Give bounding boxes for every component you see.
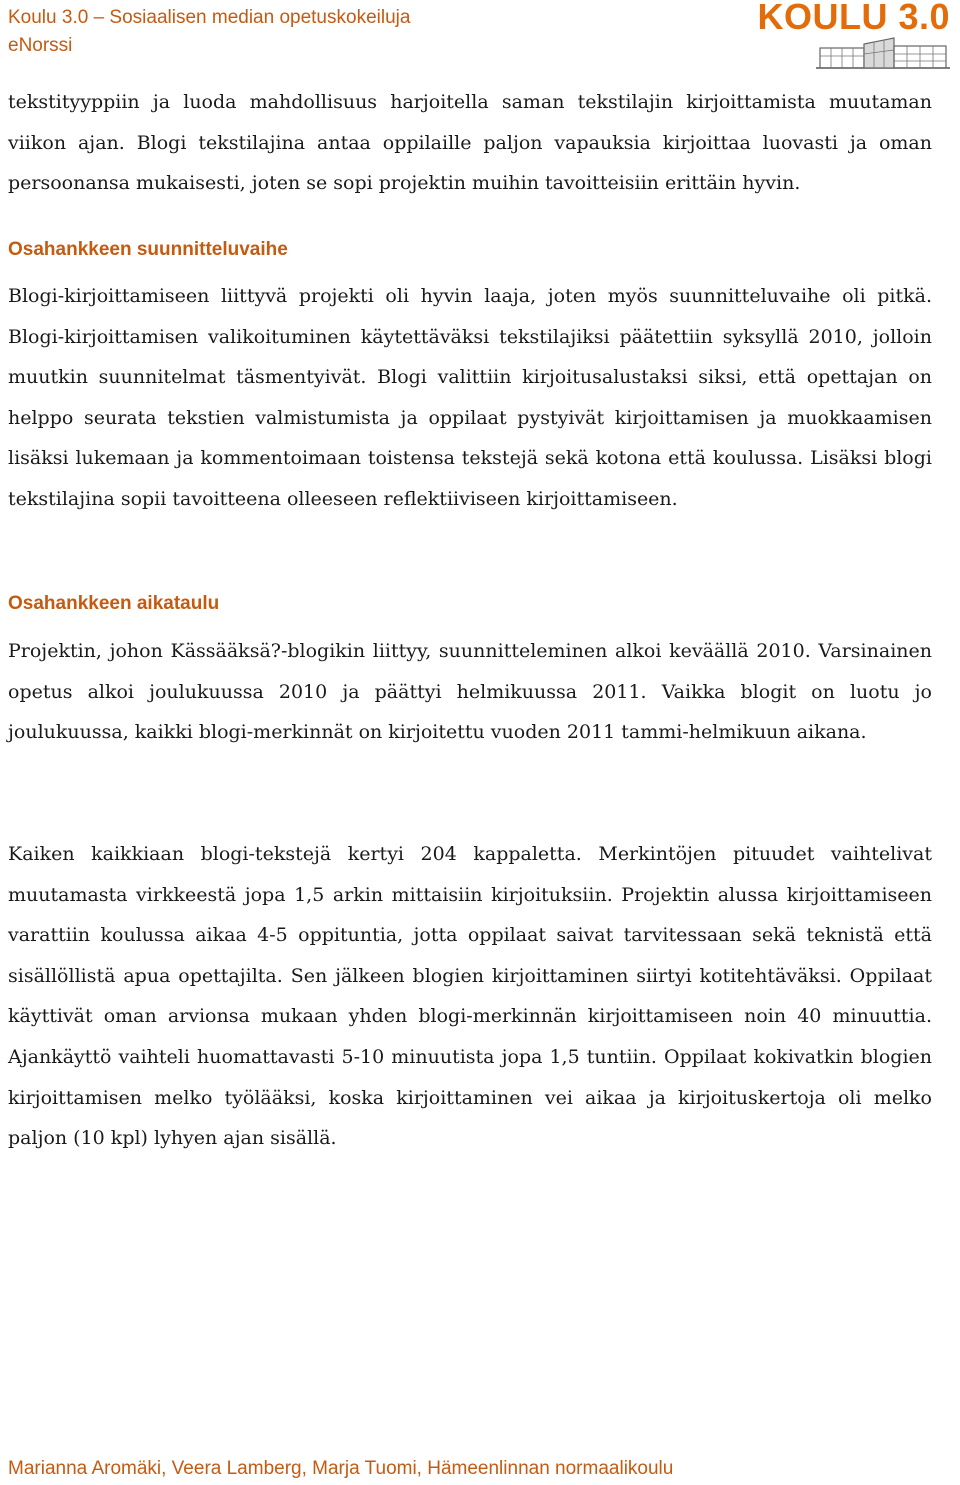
school-building-icon — [816, 36, 950, 70]
planning-body — [8, 276, 932, 520]
page-header — [8, 4, 410, 60]
planning-section — [8, 236, 932, 264]
schedule-paragraph-2: Kaiken kaikkiaan blogi-tekstejä kertyi 204 kappaletta. Merkintöjen pituudet vaihtelivat muutamasta virkkeestä jopa 1,5 arkin mittaisiin kirjoituksiin. Projektin alussa kirjoittamiseen varattiin koulussa aikaa 4-5 oppituntia, jotta oppilaat saivat tarvitessaan sekä teknistä että sisällöllistä apua opettajilta. Sen jälkeen blogien kirjoittaminen siirtyi kotitehtäväksi. Oppilaat käyttivät oman arvionsa mukaan yhden blogi-merkinnän kirjoittamiseen noin 40 minuuttia. Ajankäyttö vaihteli huomattavasti 5-10 minuutista jopa 1,5 tuntiin. Oppilaat kokivatkin blogien kirjoittamisen melko työlääksi, koska kirjoittaminen vei aikaa ja kirjoituskertoja oli melko paljon (10 kpl) lyhyen ajan sisällä. — [8, 843, 932, 1150]
logo-text: KOULU 3.0 — [757, 0, 950, 37]
schedule-body-1 — [8, 631, 932, 753]
schedule-section — [8, 590, 932, 618]
intro-paragraph: tekstityyppiin ja luoda mahdollisuus harjoitella saman tekstilajin kirjoittamista muutaman viikon ajan. Blogi tekstilajina antaa oppilaille paljon vapauksia kirjoittaa luovasti ja oman persoonansa mukaisesti, joten se sopi projektin muihin tavoitteisiin erittäin hyvin. — [8, 91, 932, 195]
section-heading-schedule: Osahankkeen aikataulu — [8, 593, 220, 614]
koulu-logo — [757, 0, 954, 72]
planning-paragraph: Blogi-kirjoittamiseen liittyvä projekti oli hyvin laaja, joten myös suunnitteluvaihe oli pitkä. Blogi-kirjoittamisen valikoituminen käytettäväksi tekstilajiksi päätettiin syksyllä 2010, jolloin muutkin suunnitelmat täsmentyivät. Blogi valittiin kirjoitusalustaksi siksi, että opettajan on helppo seurata tekstien valmistumista ja oppilaat pystyivät kirjoittamisen ja muokkaamisen lisäksi lukemaan ja kommentoimaan toistensa tekstejä sekä kotona että koulussa. Lisäksi blogi tekstilajina sopii tavoitteena olleeseen reflektiiviseen kirjoittamiseen. — [8, 285, 932, 510]
page-footer: Marianna Aromäki, Veera Lamberg, Marja Tuomi, Hämeenlinnan normaalikoulu — [8, 1458, 674, 1479]
schedule-body-2 — [8, 834, 932, 1159]
section-heading-planning: Osahankkeen suunnitteluvaihe — [8, 239, 288, 260]
intro-section — [8, 82, 932, 204]
header-title: Koulu 3.0 – Sosiaalisen median opetuskokeiluja — [8, 7, 411, 28]
schedule-paragraph-1: Projektin, johon Kässääksä?-blogikin liittyy, suunnitteleminen alkoi keväällä 2010. Varsinainen opetus alkoi joulukuussa 2010 ja päättyi helmikuussa 2011. Vaikka blogit on luotu jo joulukuussa, kaikki blogi-merkinnät on kirjoitettu vuoden 2011 tammi-helmikuun aikana. — [8, 640, 932, 744]
header-subtitle: eNorssi — [8, 35, 73, 56]
